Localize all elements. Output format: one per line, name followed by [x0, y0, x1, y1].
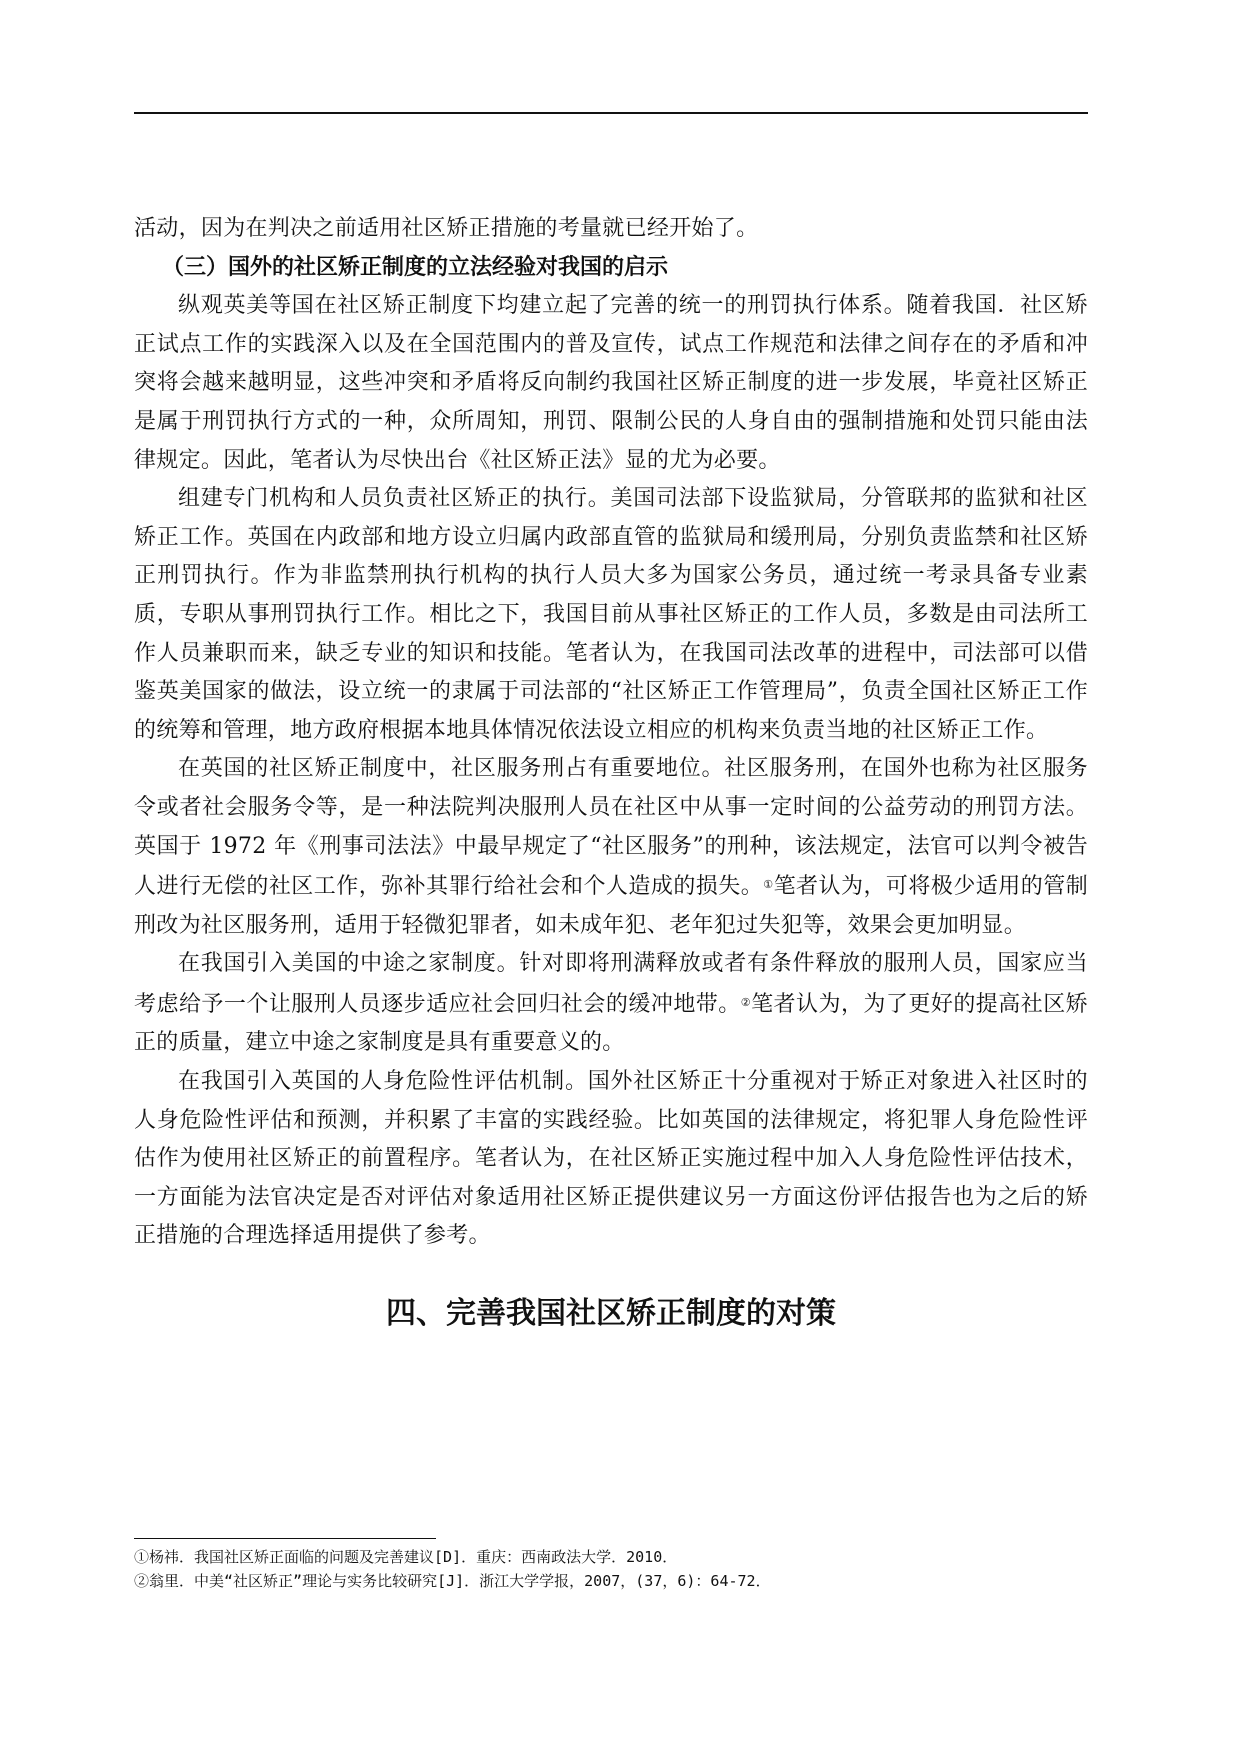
- footnote-rule: [134, 1538, 436, 1539]
- paragraph-text: 笔者认为，为了更好的提高社区矫正的质量，建立中途之家制度是具有重要意义的。: [134, 991, 1088, 1056]
- paragraph-halfway-house: [134, 945, 1088, 1063]
- footnote-ref-1[interactable]: ①: [763, 878, 774, 892]
- paragraph-text: 笔者认为，可将极少适用的管制刑改为社区服务刑，适用于轻微犯罪者，如未成年犯、老年犯过失犯等，效果会更加明显。: [134, 874, 1088, 938]
- paragraph-legislation: 纵观英美等国在社区矫正制度下均建立起了完善的统一的刑罚执行体系。随着我国．社区矫正试点工作的实践深入以及在全国范围内的普及宣传，试点工作规范和法律之间存在的矛盾和冲突将会越来越明显，这些冲突和矛盾将反向制约我国社区矫正制度的进一步发展，毕竟社区矫正是属于刑罚执行方式的一种，众所周知，刑罚、限制公民的人身自由的强制措施和处罚只能由法律规定。因此，笔者认为尽快出台《社区矫正法》显的尤为必要。: [134, 293, 1088, 473]
- paragraph-institutions: 组建专门机构和人员负责社区矫正的执行。美国司法部下设监狱局，分管联邦的监狱和社区矫正工作。英国在内政部和地方设立归属内政部直管的监狱局和缓刑局，分别负责监禁和社区矫正刑罚执行。作为非监禁刑执行机构的执行人员大多为国家公务员，通过统一考录具备专业素质，专职从事刑罚执行工作。相比之下，我国目前从事社区矫正的工作人员，多数是由司法所工作人员兼职而来，缺乏专业的知识和技能。笔者认为，在我国司法改革的进程中，司法部可以借鉴英美国家的做法，设立统一的隶属于司法部的“社区矫正工作管理局”，负责全国社区矫正工作的统筹和管理，地方政府根据本地具体情况依法设立相应的机构来负责当地的社区矫正工作。: [134, 486, 1088, 743]
- subheading-3: （三）国外的社区矫正制度的立法经验对我国的启示: [162, 254, 669, 280]
- footnote-ref-2[interactable]: ②: [740, 995, 752, 1009]
- header-rule: [134, 112, 1088, 114]
- section-title: 四、完善我国社区矫正制度的对策: [386, 1296, 836, 1332]
- page-body: [134, 210, 1088, 1336]
- paragraph-community-service: [134, 750, 1088, 945]
- footnote-2: ②翁里．中美“社区矫正”理论与实务比较研究[J]．浙江大学学报，2007，(37，6)：64-72．: [134, 1572, 771, 1590]
- footnote-1: ①杨祎．我国社区矫正面临的问题及完善建议[D]．重庆：西南政法大学．2010．: [134, 1548, 678, 1566]
- paragraph-continued: 活动，因为在判决之前适用社区矫正措施的考量就已经开始了。: [134, 216, 759, 241]
- footnotes: [134, 1545, 1088, 1593]
- paragraph-text: 在英国的社区矫正制度中，社区服务刑占有重要地位。社区服务刑，在国外也称为社区服务令或者社会服务令等，是一种法院判决服刑人员在社区中从事一定时间的公益劳动的刑罚方法。英国于 1972 年《刑事司法法》中最早规定了“社区服务”的刑种，该法规定，法官可以判令被告人进行无偿的社区工作，弥补其罪行给社会和个人造成的损失。: [134, 756, 1088, 900]
- paragraph-text: 在我国引入美国的中途之家制度。针对即将刑满释放或者有条件释放的服刑人员，国家应当考虑给予一个让服刑人员逐步适应社会回归社会的缓冲地带。: [134, 951, 1088, 1017]
- paragraph-risk-assessment: 在我国引入英国的人身危险性评估机制。国外社区矫正十分重视对于矫正对象进入社区时的人身危险性评估和预测，并积累了丰富的实践经验。比如英国的法律规定，将犯罪人身危险性评估作为使用社区矫正的前置程序。笔者认为，在社区矫正实施过程中加入人身危险性评估技术，一方面能为法官决定是否对评估对象适用社区矫正提供建议另一方面这份评估报告也为之后的矫正措施的合理选择适用提供了参考。: [134, 1069, 1088, 1249]
